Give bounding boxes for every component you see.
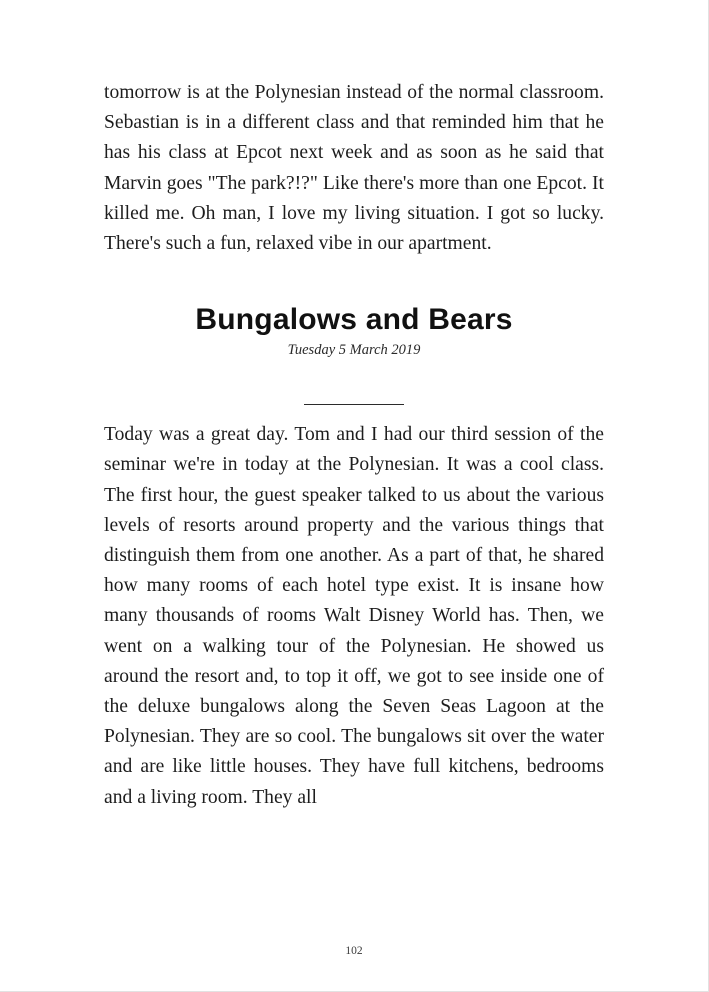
page-number: 102 bbox=[345, 945, 363, 957]
section-divider-line bbox=[304, 404, 404, 405]
section-divider-wrap bbox=[104, 395, 604, 401]
entry-paragraph: Today was a great day. Tom and I had our third session of the seminar we're in today at the Polynesian. It was a cool class. The first hour, the guest speaker talked to us about the various levels of resorts around property and the various things that distinguish them from one another. As a part of that, he shared how many rooms of each hotel type exist. It is insane how many thousands of rooms Walt Disney World has. Then, we went on a walking tour of the Polynesian. He showed us around the resort and, to top it off, we got to see inside one of the deluxe bungalows along the Seven Seas Lagoon at the Polynesian. They are so cool. The bungalows sit over the water and are like little houses. They have full kitchens, bedrooms and a living room. They all bbox=[104, 424, 604, 808]
entry-title: Bungalows and Bears bbox=[195, 303, 513, 337]
entry-date: Tuesday 5 March 2019 bbox=[287, 342, 421, 359]
entry-header bbox=[104, 303, 604, 359]
continuation-paragraph: tomorrow is at the Polynesian instead of the normal classroom. Sebastian is in a different class and that reminded him that he has his class at Epcot next week and as soon as he said that Marvin goes "The park?!?" Like there's more than one Epcot. It killed me. Oh man, I love my living situation. I got so lucky. There's such a fun, relaxed vibe in our apartment. bbox=[104, 82, 604, 255]
